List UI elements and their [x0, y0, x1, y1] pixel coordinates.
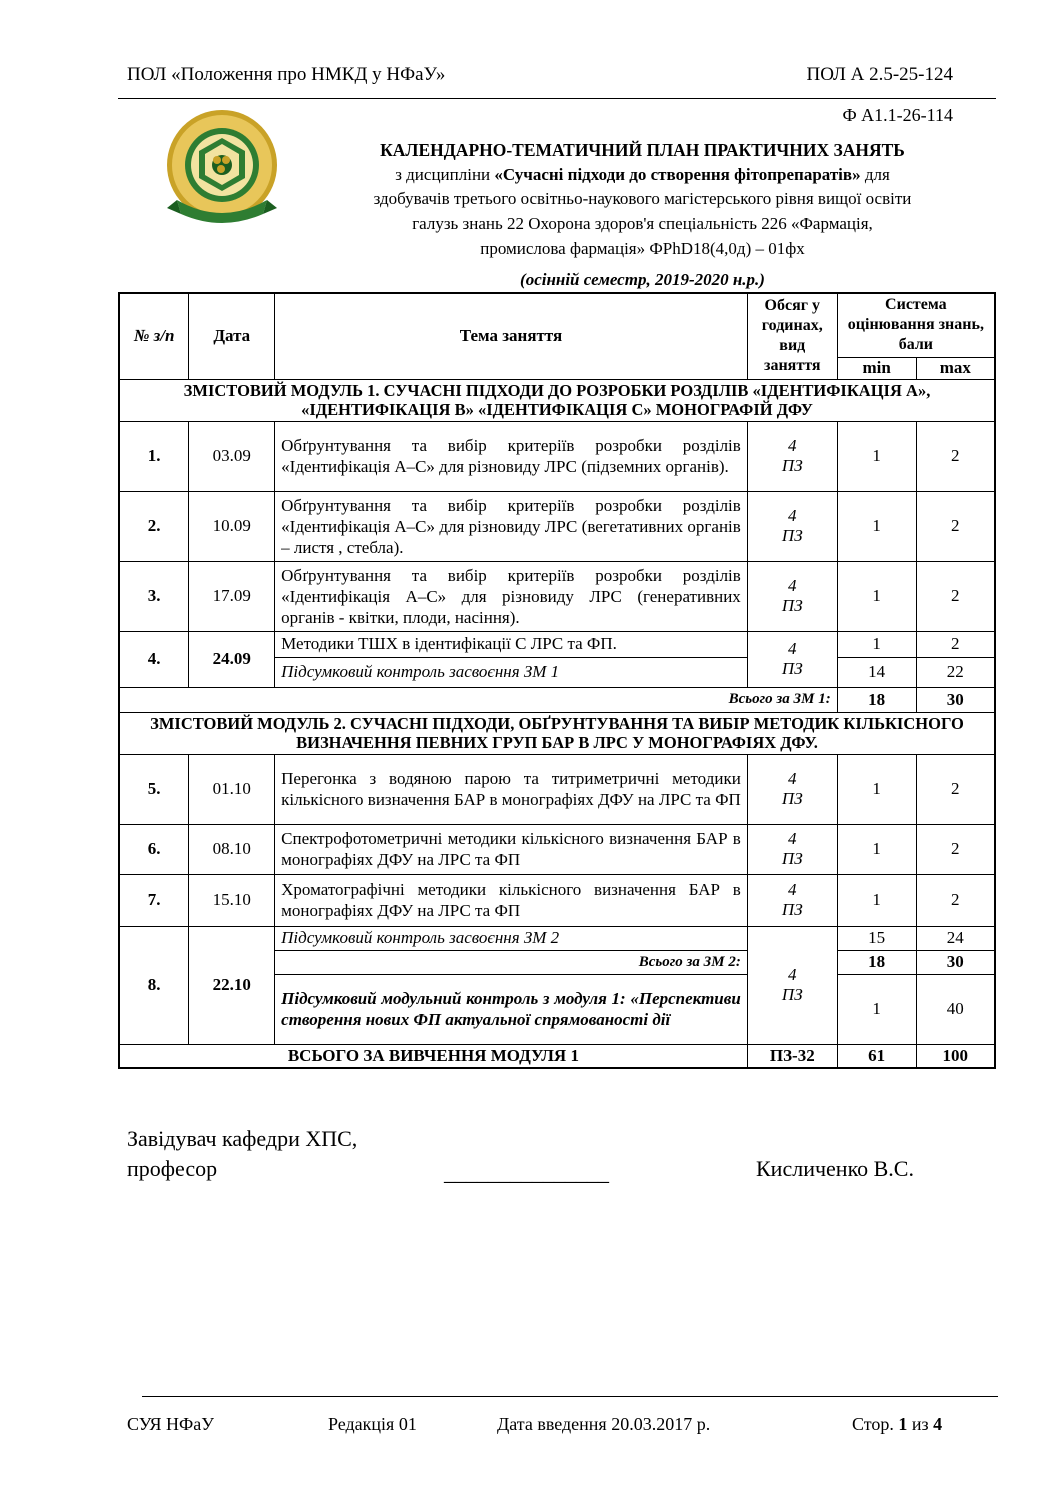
module-row: [119, 379, 995, 421]
row-hours: 4 ПЗ: [747, 754, 837, 824]
row-hours: 4 ПЗ: [747, 874, 837, 926]
row-hours: 4 ПЗ: [747, 561, 837, 631]
plan-semester: (осінній семестр, 2019-2020 н.р.): [520, 270, 765, 289]
row-date: 22.10: [189, 926, 275, 1044]
row-max: 2: [916, 421, 995, 491]
header-document-code: ПОЛ А 2.5-25-124: [806, 64, 953, 85]
row-date: 10.09: [189, 491, 275, 561]
row-min: 1: [837, 421, 916, 491]
row-date: 17.09: [189, 561, 275, 631]
grand-total-row: [119, 1044, 995, 1068]
table-row: [119, 754, 995, 824]
table-header-row: [119, 293, 995, 357]
table-row: [119, 561, 995, 631]
table-row: [119, 874, 995, 926]
row-date: 03.09: [189, 421, 275, 491]
row-num: 1.: [119, 421, 189, 491]
row-hours: 4 ПЗ: [747, 631, 837, 687]
row-min: 1: [837, 491, 916, 561]
signature-name: Кисличенко В.С.: [756, 1156, 914, 1181]
module-control-label: Підсумковий контроль засвоєння ЗМ 1: [275, 657, 748, 687]
table-row: [119, 926, 995, 950]
department-logo: [163, 108, 281, 226]
signature-line: _______________: [444, 1160, 609, 1185]
total-label: Всього за ЗМ 1:: [119, 687, 837, 712]
col-header-min: min: [837, 357, 916, 379]
row-min: 1: [837, 631, 916, 657]
total-max: 30: [916, 687, 995, 712]
grand-total-max: 100: [916, 1044, 995, 1068]
row-min: 15: [837, 926, 916, 950]
row-date: 01.10: [189, 754, 275, 824]
row-hours: 4 ПЗ: [747, 926, 837, 1044]
total-row: [119, 687, 995, 712]
row-num: 6.: [119, 824, 189, 874]
grand-total-label: ВСЬОГО ЗА ВИВЧЕННЯ МОДУЛЯ 1: [119, 1044, 747, 1068]
row-topic: Обґрунтування та вибір критеріїв розробки розділів «Ідентифікація А–С» для різновиду ЛРС (підземних органів).: [275, 421, 748, 491]
row-num: 5.: [119, 754, 189, 824]
plan-specialty: промислова фармація» ФPhD18(4,0д) – 01фх: [480, 239, 805, 258]
col-header-system: Система оцінювання знань, бали: [837, 293, 995, 357]
row-max: 2: [916, 874, 995, 926]
row-min: 1: [837, 874, 916, 926]
total-label: Всього за ЗМ 2:: [275, 950, 748, 974]
row-max: 2: [916, 824, 995, 874]
footer-divider: [142, 1396, 998, 1397]
final-control-label: Підсумковий модульний контроль з модуля 1: «Перспективи створення нових ФП актуальної спрямованості дії: [275, 974, 748, 1044]
plan-field: галузь знань 22 Охорона здоров'я спеціальність 226 «Фармація,: [412, 214, 873, 233]
discipline-name: «Сучасні підходи до створення фітопрепаратів»: [494, 165, 861, 184]
row-min: 14: [837, 657, 916, 687]
department-seal-icon: [163, 108, 281, 226]
footer-edition: Редакція 01: [328, 1414, 417, 1434]
col-header-max: max: [916, 357, 995, 379]
row-hours: 4 ПЗ: [747, 824, 837, 874]
footer-page: Стор. 1 из 4: [852, 1414, 943, 1434]
total-min: 18: [837, 950, 916, 974]
row-max: 24: [916, 926, 995, 950]
row-min: 1: [837, 754, 916, 824]
table-row: [119, 824, 995, 874]
row-max: 40: [916, 974, 995, 1044]
col-header-hours: Обсяг у годинах, вид заняття: [747, 293, 837, 379]
signature-position: Завідувач кафедри ХПС,: [127, 1126, 358, 1151]
row-date: 24.09: [189, 631, 275, 687]
plan-title: КАЛЕНДАРНО-ТЕМАТИЧНИЙ ПЛАН ПРАКТИЧНИХ ЗАНЯТЬ: [380, 140, 905, 160]
row-max: 2: [916, 631, 995, 657]
module-1-title: ЗМІСТОВИЙ МОДУЛЬ 1. СУЧАСНІ ПІДХОДИ ДО РОЗРОБКИ РОЗДІЛІВ «ІДЕНТИФІКАЦІЯ А», «ІДЕНТИФІКАЦІЯ В» «ІДЕНТИФІКАЦІЯ С» МОНОГРАФІЙ ДФУ: [119, 379, 995, 421]
signature-title: професор: [127, 1156, 218, 1181]
row-max: 2: [916, 491, 995, 561]
row-topic: Обґрунтування та вибір критеріїв розробки розділів «Ідентифікація А–С» для різновиду ЛРС (генеративних органів - квітки, плоди, насіння).: [275, 561, 748, 631]
plan-subtitle: з дисципліни «Сучасні підходи до створення фітопрепаратів» для: [395, 165, 890, 184]
plan-audience: здобувачів третього освітньо-наукового магістерського рівня вищої освіти: [373, 189, 912, 208]
row-num: 4.: [119, 631, 189, 687]
row-topic: Хроматографічні методики кількісного визначення БАР в монографіях ДФУ на ЛРС та ФП: [275, 874, 748, 926]
row-topic: Обґрунтування та вибір критеріїв розробки розділів «Ідентифікація А–С» для різновиду ЛРС (вегетативних органів – листя , стебла).: [275, 491, 748, 561]
row-max: 22: [916, 657, 995, 687]
row-num: 8.: [119, 926, 189, 1044]
footer-date: Дата введення 20.03.2017 р.: [497, 1414, 711, 1434]
table-row: [119, 491, 995, 561]
row-num: 3.: [119, 561, 189, 631]
row-hours: 4 ПЗ: [747, 421, 837, 491]
header-divider: [118, 98, 996, 99]
total-max: 30: [916, 950, 995, 974]
header-document-title: ПОЛ «Положення про НМКД у НФаУ»: [127, 64, 446, 85]
col-header-topic: Тема заняття: [275, 293, 748, 379]
table-row: [119, 421, 995, 491]
row-num: 7.: [119, 874, 189, 926]
row-min: 1: [837, 824, 916, 874]
module-control-label: Підсумковий контроль засвоєння ЗМ 2: [275, 926, 748, 950]
row-date: 08.10: [189, 824, 275, 874]
form-code: Ф А1.1-26-114: [842, 105, 953, 125]
row-max: 2: [916, 561, 995, 631]
row-topic: Методики ТШХ в ідентифікації С ЛРС та ФП.: [275, 631, 748, 657]
grand-total-hours: ПЗ-32: [747, 1044, 837, 1068]
schedule-table: [118, 292, 996, 1069]
row-num: 2.: [119, 491, 189, 561]
table-row: [119, 631, 995, 657]
row-max: 2: [916, 754, 995, 824]
row-min: 1: [837, 974, 916, 1044]
row-min: 1: [837, 561, 916, 631]
row-topic: Спектрофотометричні методики кількісного визначення БАР в монографіях ДФУ на ЛРС та ФП: [275, 824, 748, 874]
row-topic: Перегонка з водяною парою та титриметричні методики кількісного визначення БАР в монографіях ДФУ на ЛРС та ФП: [275, 754, 748, 824]
col-header-date: Дата: [189, 293, 275, 379]
row-hours: 4 ПЗ: [747, 491, 837, 561]
footer-org: СУЯ НФаУ: [127, 1414, 214, 1434]
module-2-title: ЗМІСТОВИЙ МОДУЛЬ 2. СУЧАСНІ ПІДХОДИ, ОБҐРУНТУВАННЯ ТА ВИБІР МЕТОДИК КІЛЬКІСНОГО ВИЗНАЧЕННЯ ПЕВНИХ ГРУП БАР В ЛРС У МОНОГРАФІЯХ ДФУ.: [119, 712, 995, 754]
col-header-num: № з/п: [119, 293, 189, 379]
module-row: [119, 712, 995, 754]
row-date: 15.10: [189, 874, 275, 926]
total-min: 18: [837, 687, 916, 712]
grand-total-min: 61: [837, 1044, 916, 1068]
